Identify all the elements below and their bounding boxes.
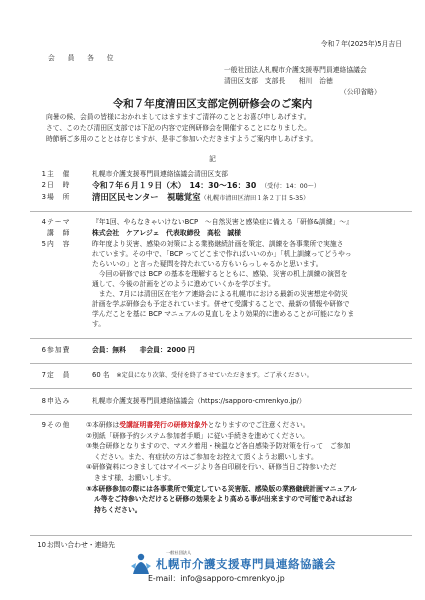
other-note-2: ②別紙「研修予約システム参加者手順」に従い手続きを進めてください。 — [86, 431, 309, 440]
item-number: 6 — [41, 346, 46, 354]
divider — [30, 414, 412, 415]
item-label: テーマ — [47, 218, 71, 226]
content-paragraph — [92, 240, 412, 330]
intro-line: さて、このたび清田区支部では下記の内容で定例研修会を開催することになりました。 — [46, 124, 311, 132]
capacity-note: ※定員になり次第、受付を終了させていただきます。ご了承ください。 — [116, 372, 313, 379]
content-line: 昨年度より災害、感染の対策による業務継続計画を策定、訓練を各事業所で実施さ — [92, 240, 344, 248]
datetime-value-wrap — [92, 181, 320, 191]
item-number: 3 — [41, 193, 46, 201]
contact-email: E-mail：info@sapporo-cmrenkyo.jp — [148, 574, 285, 583]
fee-value: 会員：無料 非会員：2000 円 — [92, 346, 195, 354]
divider — [30, 388, 412, 389]
item-apply — [0, 397, 425, 409]
item-label: 定 員 — [47, 371, 71, 379]
item-label: その他 — [47, 421, 71, 429]
venue-address: （札幌市清田区清田１条２丁目 5-35） — [200, 195, 310, 202]
theme-value: 『年1回、やらなきゃいけないBCP 〜自然災害と感染症に備える「研修&訓練」〜』 — [92, 218, 353, 226]
item-number: 9 — [41, 421, 46, 429]
note-1-pre: ①本研修は — [86, 421, 120, 429]
item-label: お問い合わせ・連絡先 — [47, 541, 115, 549]
sender-organization: 一般社団法人札幌市介護支援専門員連絡協議会 — [224, 66, 367, 74]
other-note-5-end: 持ちください。 — [94, 505, 142, 514]
item-venue — [0, 193, 425, 205]
intro-line: 時節柄ご多用のこととは存じますが、是非ご参加いただきますようご案内申しあげます。 — [46, 135, 318, 143]
divider — [30, 535, 412, 536]
item-label: 場 所 — [47, 193, 71, 201]
other-notes — [86, 421, 416, 516]
apply-value: 札幌市介護支援専門員連絡協議会（https://sapporo-cmrenkyo.jp/） — [92, 397, 306, 405]
intro-paragraph — [46, 113, 317, 146]
addressee: 会 員 各 位 — [48, 54, 117, 62]
item-number: 1 — [41, 170, 46, 178]
item-number: 8 — [41, 397, 46, 405]
reception-time-note: （受付：14：00〜） — [264, 183, 321, 190]
item-number: 5 — [41, 240, 46, 248]
lecturer-value: 株式会社 ケアレジェ 代表取締役 高松 誠様 — [92, 229, 241, 237]
certificate-warning: 受講証明書発行の研修対象外 — [119, 421, 208, 429]
sender-branch-head: 清田区支部 支部長 相川 治徳 — [224, 77, 333, 85]
item-datetime — [0, 181, 425, 193]
capacity-value: 60 名 — [92, 371, 110, 379]
other-note-5: ⑤本研修参加の際には各事業所で策定している災害版、感染版の業務継続計画マニュアル — [86, 484, 357, 493]
content-line: また、7月には清田区在宅ケア連絡会による札幌市における最新の災害想定や防災 — [92, 290, 348, 298]
item-capacity — [0, 371, 425, 383]
item-number: 4 — [41, 218, 46, 226]
item-label: 主 催 — [47, 170, 71, 178]
ki-heading: 記 — [209, 155, 216, 163]
venue-value-wrap — [92, 193, 309, 203]
divider — [30, 363, 412, 364]
item-label: 講 師 — [47, 229, 71, 237]
document-title: 令和７年度清田区支部定例研修会のご案内 — [112, 98, 313, 110]
content-line: す。 — [92, 320, 106, 328]
issue-date: 令和７年(2025年)5月吉日 — [320, 40, 402, 48]
content-line: 学んだことを基に BCP マニュアルの見直しをより効果的に進めることが可能になりま — [92, 310, 355, 318]
host-value: 札幌市介護支援専門員連絡協議会清田区支部 — [92, 170, 228, 178]
other-note-4-cont: きます様、お願いします。 — [94, 473, 176, 482]
other-note-3-cont: ください。また、有症状の方はご参加をお控えて頂くようお願いします。 — [94, 452, 318, 461]
content-line: れています。その中で、「BCP ってどこまで作ればいいのか」「机上訓練ってどうやっ — [92, 250, 352, 258]
content-line: 計画を学ぶ研修会も予定されています。併せて受講することで、最新の情報や研修で — [92, 300, 350, 308]
content-line: 今回の研修では BCP の基本を理解するとともに、感染、災害の机上訓練の演習を — [92, 270, 348, 278]
other-note-1 — [86, 421, 416, 432]
divider — [30, 211, 412, 212]
item-fee — [0, 346, 425, 358]
item-label: 申込み — [47, 397, 71, 405]
note-1-post: となりますのでご注意ください。 — [207, 421, 310, 429]
venue-value: 清田区民センター 視聴覚室 — [92, 192, 201, 202]
content-line: 通して、今後の計画をどのように進めていくかを学びます。 — [92, 280, 275, 288]
organization-type: 一般社団法人 — [166, 550, 192, 555]
capacity-value-wrap — [92, 371, 313, 380]
datetime-value: 令和７年６月１９日（木） 14：30〜16：30 — [92, 181, 257, 190]
divider — [30, 338, 412, 339]
item-number: 7 — [41, 371, 46, 379]
item-label: 参加費 — [47, 346, 71, 354]
organization-name: 札幌市介護支援専門員連絡協議会 — [156, 557, 336, 571]
item-number: 10 — [37, 541, 46, 549]
other-note-3: ③集合研修となりますので、マスク着用・検温など各自感染予防対策を行って ご参加 — [86, 442, 351, 451]
other-note-5-cont: ル等をご持参いただけると研修の効果をより高める事が出来ますので可能であればお — [94, 495, 353, 504]
item-label: 日 時 — [47, 181, 71, 189]
intro-line: 向暑の候、会員の皆様におかれましてはますますご清祥のこととお喜び申しあげます。 — [46, 113, 311, 121]
other-note-4: ④研修資料につきましてはマイページより各自印刷を行い、研修当日ご持参いただ — [86, 463, 337, 472]
item-label: 内 容 — [47, 240, 71, 248]
content-line: たらいいの」と言った疑問を持たれている方もいらっしゃるかと思います。 — [92, 260, 323, 268]
seal-omitted-note: （公印省略） — [340, 88, 381, 96]
item-number: 2 — [41, 181, 46, 189]
